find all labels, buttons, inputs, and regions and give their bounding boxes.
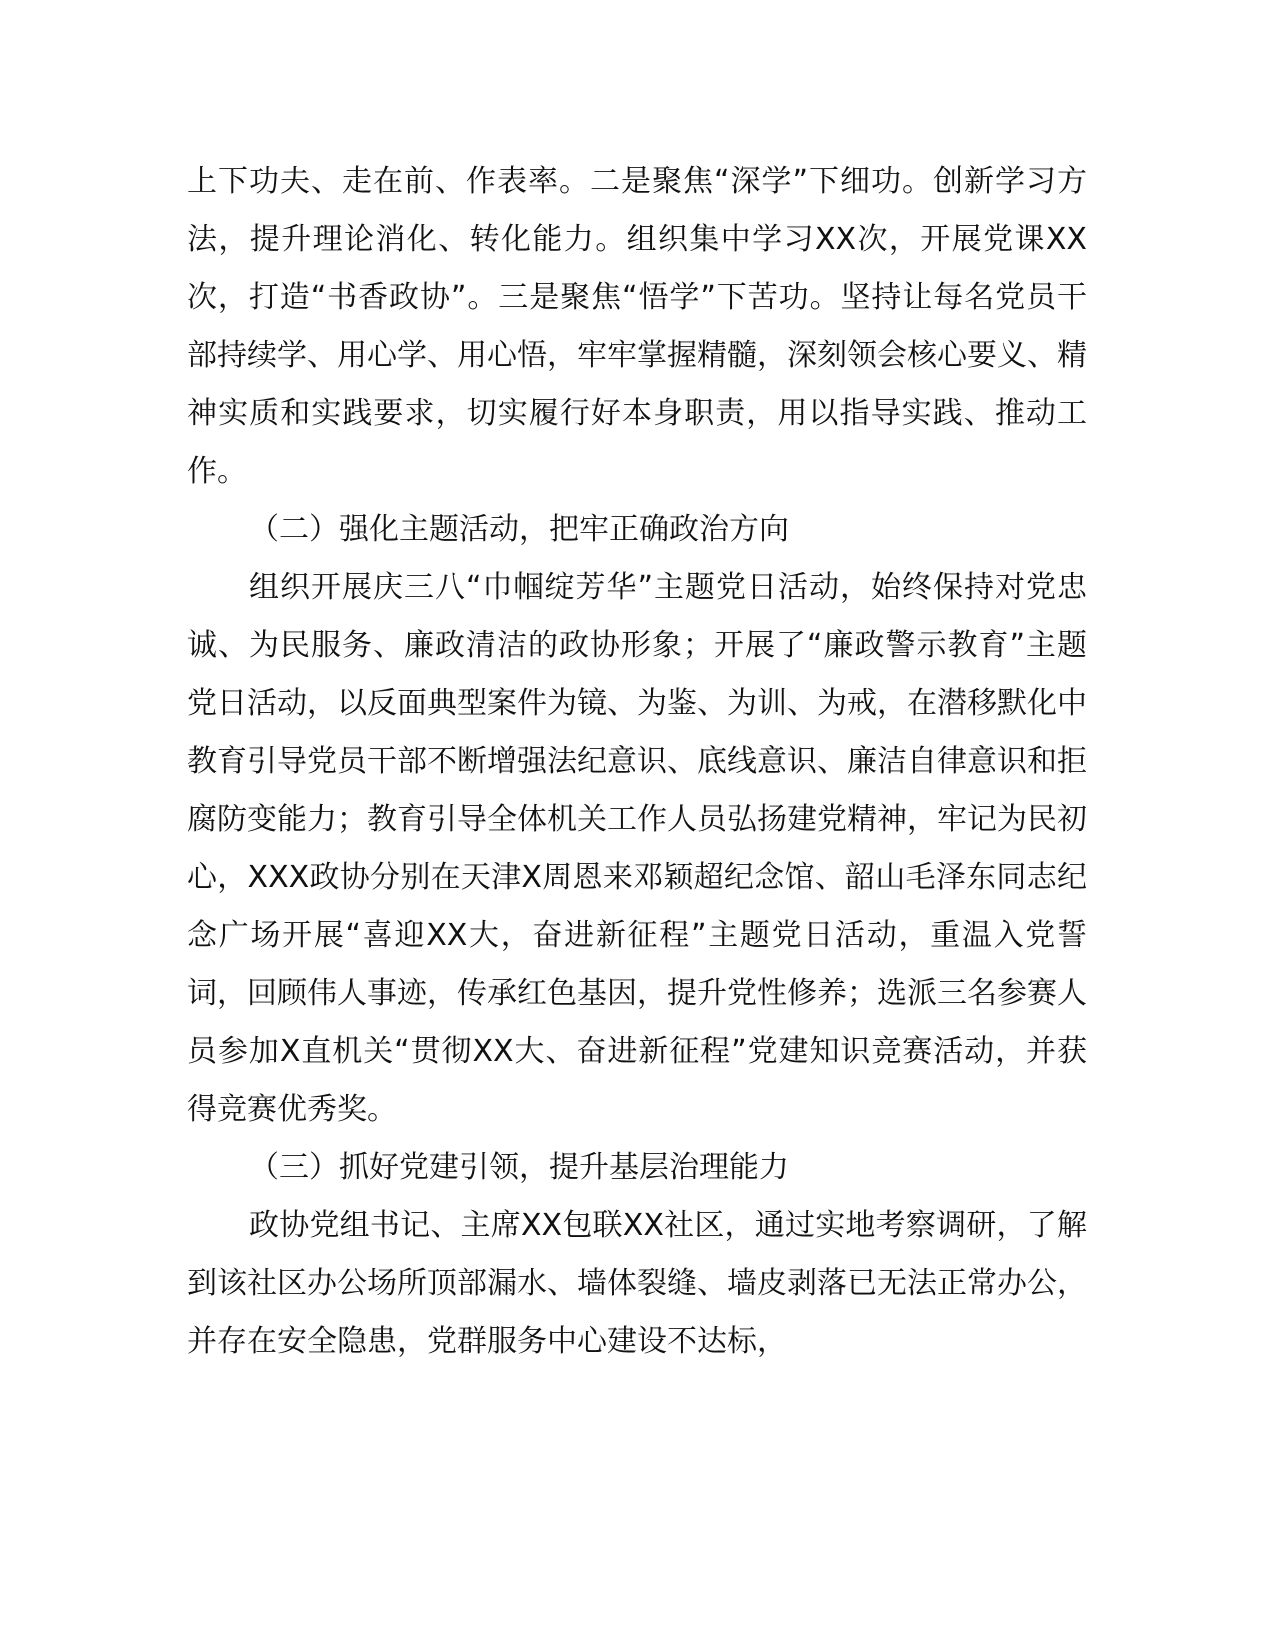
paragraph-grassroots-governance: 政协党组书记、主席XX包联XX社区，通过实地考察调研，了解到该社区办公场所顶部漏水、墙体裂缝、墙皮剥落已无法正常办公，并存在安全隐患，党群服务中心建设不达标， (187, 1208, 1087, 1359)
paragraph-theme-activities: 组织开展庆三八“巾帼绽芳华”主题党日活动，始终保持对党忠诚、为民服务、廉政清洁的政协形象；开展了“廉政警示教育”主题党日活动，以反面典型案件为镜、为鉴、为训、为戒，在潜移默化中教育引导党员干部不断增强法纪意识、底线意识、廉洁自律意识和拒腐防变能力；教育引导全体机关工作人员弘扬建党精神，牢记为民初心，XXX政协分别在天津X周恩来邓颖超纪念馆、韶山毛泽东同志纪念广场开展“喜迎XX大，奋进新征程”主题党日活动，重温入党誓词，回顾伟人事迹，传承红色基因，提升党性修养；选派三名参赛人员参加X直机关“贯彻XX大、奋进新征程”党建知识竞赛活动，并获得竞赛优秀奖。 (187, 570, 1087, 1127)
paragraph-study-methods: 上下功夫、走在前、作表率。二是聚焦“深学”下细功。创新学习方法，提升理论消化、转化能力。组织集中学习XX次，开展党课XX次，打造“书香政协”。三是聚焦“悟学”下苦功。坚持让每名党员干部持续学、用心学、用心悟，牢牢掌握精髓，深刻领会核心要义、精神实质和实践要求，切实履行好本身职责，用以指导实践、推动工作。 (187, 164, 1087, 489)
document-page (187, 153, 1087, 1371)
section-heading-two: （二）强化主题活动，把牢正确政治方向 (249, 512, 789, 547)
section-heading-three: （三）抓好党建引领，提升基层治理能力 (249, 1150, 789, 1185)
